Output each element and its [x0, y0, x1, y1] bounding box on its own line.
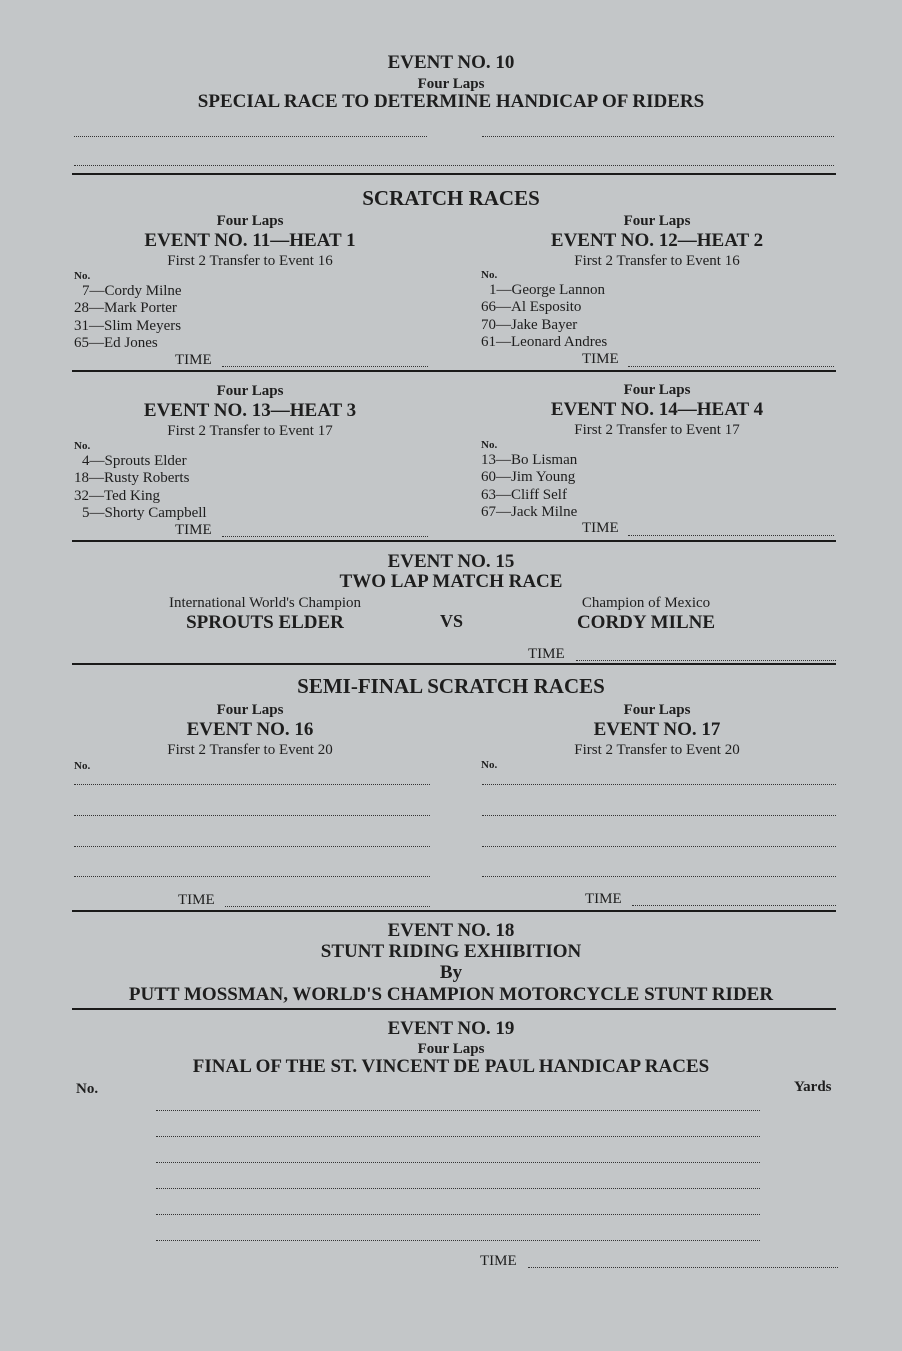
match-right [486, 595, 806, 633]
event-10-laps: Four Laps [417, 76, 485, 92]
entry-line [74, 784, 430, 785]
event-10-title: EVENT NO. 10 [387, 52, 515, 73]
entry-line [74, 165, 834, 166]
section-divider [72, 910, 836, 912]
entry-line [74, 136, 427, 137]
right-champion-name: CORDY MILNE [576, 612, 716, 633]
rider-entry: 7—Cordy Milne [82, 283, 182, 299]
heat-2-laps: Four Laps [623, 213, 691, 229]
rider-entry: 63—Cliff Self [481, 486, 567, 503]
heat-3-no-label: No. [74, 440, 91, 452]
event-16-laps: Four Laps [216, 702, 284, 718]
heat-1-laps: Four Laps [216, 213, 284, 229]
heat-2-no-label: No. [481, 269, 498, 281]
rider-entry: 4—Sprouts Elder [82, 453, 187, 469]
section-divider [72, 540, 836, 542]
heat-1-title: EVENT NO. 11—HEAT 1 [144, 230, 356, 251]
scratch-races-heading: SCRATCH RACES [362, 186, 540, 210]
left-champion-caption: International World's Champion [168, 595, 362, 611]
heat-2-header [487, 213, 827, 271]
right-champion-caption: Champion of Mexico [581, 595, 711, 611]
heat-2-transfer: First 2 Transfer to Event 16 [574, 253, 740, 269]
section-divider [72, 370, 836, 372]
event-18-subtitle: STUNT RIDING EXHIBITION [320, 941, 582, 962]
heat-4-header [487, 382, 827, 440]
rider-entry: 5—Shorty Campbell [82, 505, 207, 522]
heat-4-title: EVENT NO. 14—HEAT 4 [550, 399, 764, 420]
entry-line [482, 136, 834, 137]
time-line [628, 366, 834, 367]
rider-entry: 65—Ed Jones [74, 335, 158, 352]
time-line [222, 536, 428, 537]
entry-line [482, 784, 836, 785]
section-divider [72, 1008, 836, 1010]
entry-line [482, 815, 836, 816]
event-17-transfer: First 2 Transfer to Event 20 [574, 742, 740, 758]
event-17-header [487, 702, 827, 760]
semi-final-heading: SEMI-FINAL SCRATCH RACES [297, 674, 605, 698]
time-line [628, 535, 834, 536]
entry-line [482, 846, 836, 847]
time-line [222, 366, 428, 367]
vs-label: VS [440, 611, 464, 631]
match-left [90, 595, 440, 633]
event-10-subtitle: SPECIAL RACE TO DETERMINE HANDICAP OF RIDERS [197, 91, 705, 112]
rider-entry: 18—Rusty Roberts [74, 470, 190, 487]
event-17-no-label: No. [481, 759, 498, 771]
heat-1-header [80, 213, 420, 271]
heat-1-riders [74, 283, 182, 353]
heat-2-title: EVENT NO. 12—HEAT 2 [550, 230, 764, 251]
entry-line [156, 1240, 760, 1241]
event-19-yards-label: Yards [794, 1079, 832, 1095]
rider-entry: 66—Al Esposito [481, 299, 582, 316]
event-19-subtitle: FINAL OF THE ST. VINCENT DE PAUL HANDICAP RACES [192, 1056, 710, 1077]
event-16-transfer: First 2 Transfer to Event 20 [167, 742, 333, 758]
rider-entry: 28—Mark Porter [74, 300, 177, 317]
rider-entry: 32—Ted King [74, 487, 161, 504]
event-18-by: By [439, 962, 463, 983]
entry-line [74, 876, 430, 877]
entry-line [156, 1214, 760, 1215]
event-19-laps: Four Laps [417, 1041, 485, 1057]
entry-line [482, 876, 836, 877]
heat-1-no-label: No. [74, 270, 91, 282]
event-18-performer: PUTT MOSSMAN, WORLD'S CHAMPION MOTORCYCLE STUNT RIDER [128, 984, 774, 1005]
heat-4-transfer: First 2 Transfer to Event 17 [574, 422, 740, 438]
event-15-time-label: TIME [528, 646, 565, 662]
entry-line [156, 1136, 760, 1137]
event-16-no-label: No. [74, 760, 91, 772]
rider-entry: 60—Jim Young [481, 469, 576, 486]
event-15-subtitle: TWO LAP MATCH RACE [339, 571, 563, 592]
rider-entry: 1—George Lannon [489, 282, 605, 298]
heat-4-time-label: TIME [582, 520, 619, 536]
heat-4-laps: Four Laps [623, 382, 691, 398]
heat-4-riders [481, 452, 577, 522]
heat-1-transfer: First 2 Transfer to Event 16 [167, 253, 333, 269]
event-16-title: EVENT NO. 16 [186, 719, 314, 740]
heat-4-no-label: No. [481, 439, 498, 451]
section-divider [72, 173, 836, 175]
event-16-time-label: TIME [178, 892, 215, 908]
event-18-title: EVENT NO. 18 [387, 920, 515, 941]
left-champion-name: SPROUTS ELDER [186, 612, 344, 633]
heat-1-time-label: TIME [175, 352, 212, 368]
rider-entry: 70—Jake Bayer [481, 316, 578, 333]
event-16-header [80, 702, 420, 760]
time-line [225, 906, 430, 907]
entry-line [74, 846, 430, 847]
event-19-title: EVENT NO. 19 [387, 1018, 515, 1039]
entry-line [156, 1188, 760, 1189]
event-19-time-label: TIME [480, 1253, 517, 1269]
time-line [576, 660, 836, 661]
event-17-time-label: TIME [585, 891, 622, 907]
rider-entry: 31—Slim Meyers [74, 317, 182, 334]
heat-2-riders [481, 282, 607, 352]
event-17-title: EVENT NO. 17 [593, 719, 721, 740]
entry-line [156, 1110, 760, 1111]
event-19-no-label: No. [76, 1081, 99, 1097]
rider-entry: 13—Bo Lisman [481, 452, 578, 468]
entry-line [74, 815, 430, 816]
time-line [528, 1267, 838, 1268]
heat-2-time-label: TIME [582, 351, 619, 367]
heat-3-laps: Four Laps [216, 383, 284, 399]
event-17-laps: Four Laps [623, 702, 691, 718]
heat-3-time-label: TIME [175, 522, 212, 538]
rider-entry: 61—Leonard Andres [481, 334, 608, 351]
rider-entry: 67—Jack Milne [481, 504, 578, 521]
section-divider [72, 663, 836, 665]
heat-3-transfer: First 2 Transfer to Event 17 [167, 423, 333, 439]
heat-3-header [80, 383, 420, 441]
time-line [632, 905, 836, 906]
entry-line [156, 1162, 760, 1163]
heat-3-title: EVENT NO. 13—HEAT 3 [143, 400, 357, 421]
heat-3-riders [74, 453, 207, 523]
event-15-title: EVENT NO. 15 [387, 551, 515, 572]
